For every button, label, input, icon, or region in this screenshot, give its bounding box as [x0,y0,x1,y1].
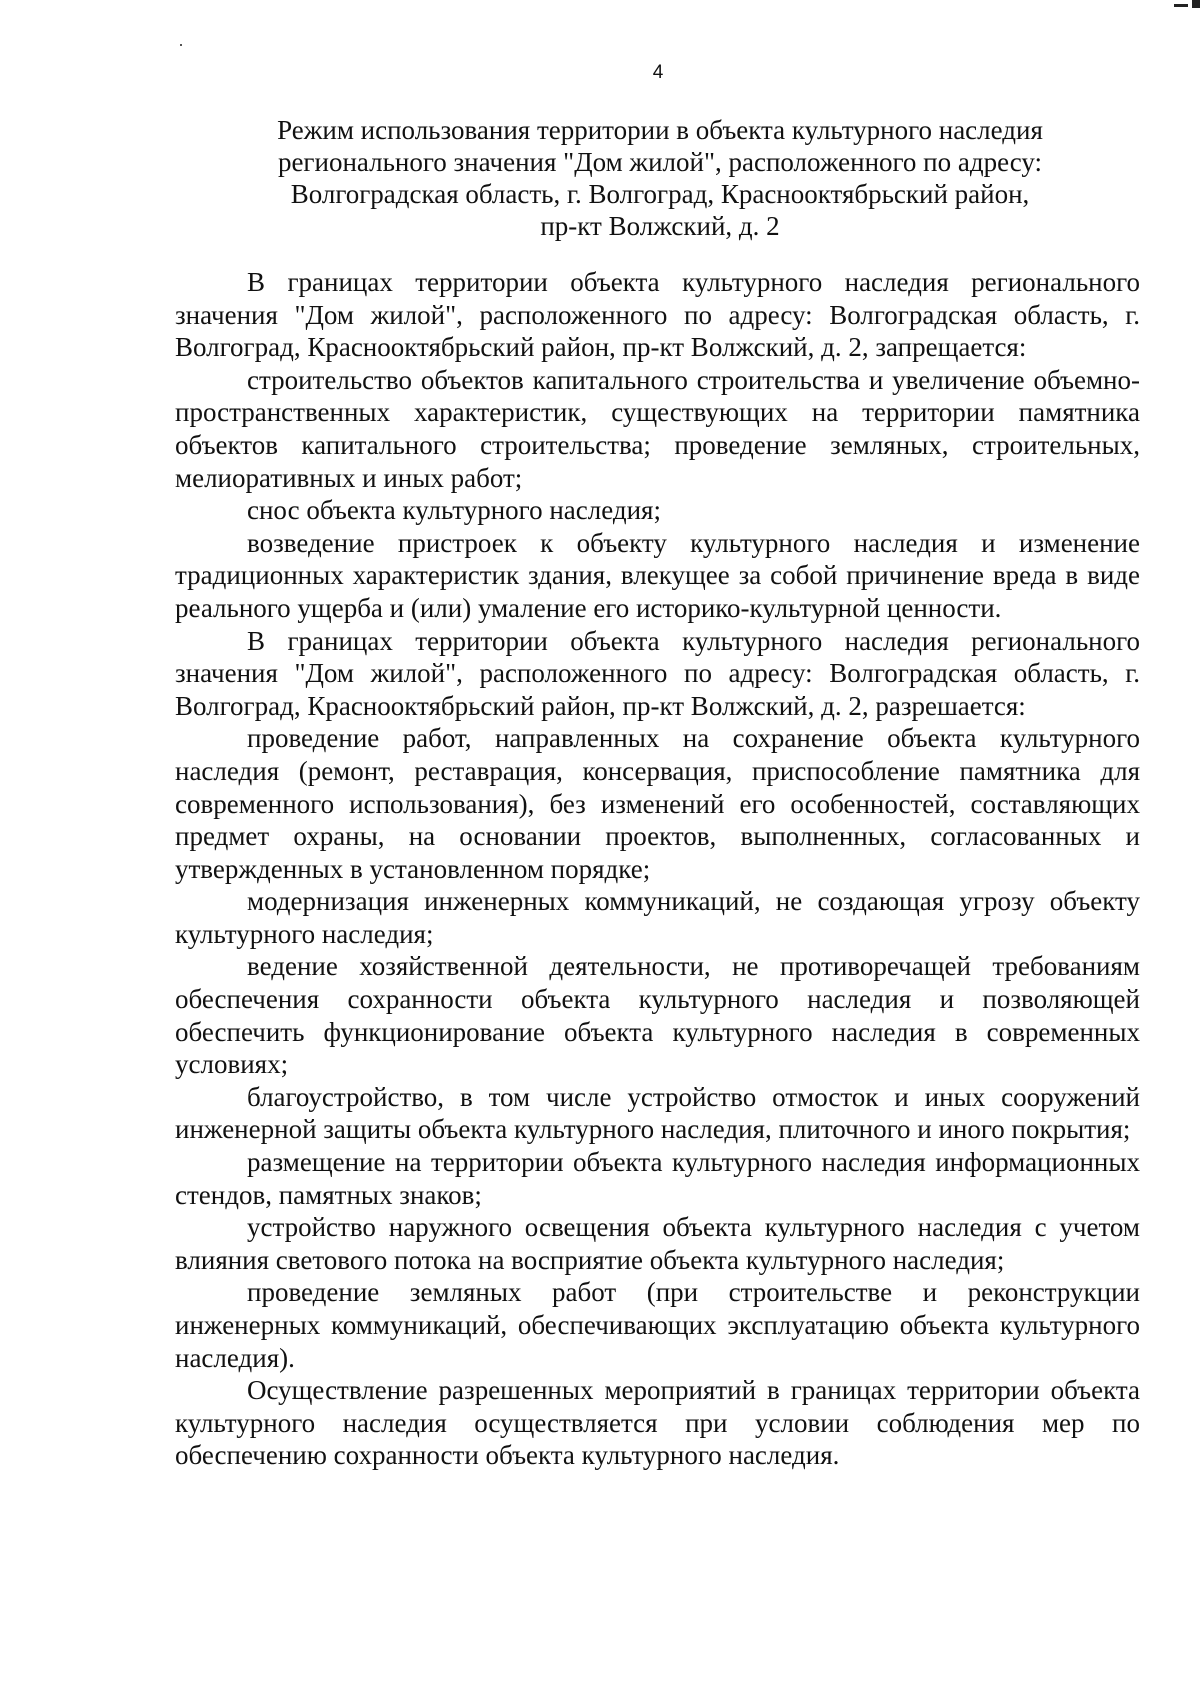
paragraph-prohibitions-intro: В границах территории объекта культурного наследия регионального значения "Дом жилой", расположенного по адресу: Волгоградская область, г. Волгоград, Краснооктябрьский район, пр-кт Волжский, д. 2, запрещается: [175,267,1140,363]
document-body [175,266,1140,1472]
paragraph-item: возведение пристроек к объекту культурного наследия и изменение традиционных характеристик здания, влекущее за собой причинение вреда в виде реального ущерба и (или) умаление его историко-культурной ценности. [175,527,1140,623]
paragraph-item: устройство наружного освещения объекта культурного наследия с учетом влияния светового потока на восприятие объекта культурного наследия; [175,1212,1140,1275]
scan-corner-mark [1170,0,1200,8]
paragraph-item: размещение на территории объекта культурного наследия информационных стендов, памятных знаков; [175,1147,1140,1210]
paragraph-item: строительство объектов капитального строительства и увеличение объемно-пространственных характеристик, существующих на территории памятника объектов капитального строительства; проведение земляных, строительных, мелиоративных и иных работ; [175,364,1140,493]
title-line: регионального значения "Дом жилой", расположенного по адресу: [277,147,1043,177]
paragraph-item: проведение работ, направленных на сохранение объекта культурного наследия (ремонт, реставрация, консервация, приспособление памятника для современного использования), без изменений его особенностей, составляющих предмет охраны, на основании проектов, выполненных, согласованных и утвержденных в установленном порядке; [175,723,1140,884]
title-line: Режим использования территории в объекта культурного наследия [277,115,1043,145]
paragraph-permissions-intro: В границах территории объекта культурного наследия регионального значения "Дом жилой", расположенного по адресу: Волгоградская область, г. Волгоград, Краснооктябрьский район, пр-кт Волжский, д. 2, разрешается: [175,625,1140,721]
paragraph-conclusion: Осуществление разрешенных мероприятий в границах территории объекта культурного наследия осуществляется при условии соблюдения мер по обеспечению сохранности объекта культурного наследия. [175,1375,1140,1471]
paragraph-item: снос объекта культурного наследия; [247,495,661,526]
title-line: Волгоградская область, г. Волгоград, Краснооктябрьский район, [290,179,1030,209]
paragraph-item: проведение земляных работ (при строительстве и реконструкции инженерных коммуникаций, обеспечивающих эксплуатацию объекта культурного наследия). [175,1277,1140,1373]
paragraph-item: ведение хозяйственной деятельности, не противоречащей требованиям обеспечения сохранности объекта культурного наследия и позволяющей обеспечить функционирование объекта культурного наследия в современных условиях; [175,951,1140,1080]
scan-speck [180,44,182,46]
paragraph-item: благоустройство, в том числе устройство отмосток и иных сооружений инженерной защиты объекта культурного наследия, плиточного и иного покрытия; [175,1081,1140,1145]
paragraph-item: модернизация инженерных коммуникаций, не создающая угрозу объекту культурного наследия; [175,886,1140,949]
title-line: пр-кт Волжский, д. 2 [540,211,780,241]
document-title [200,114,1120,242]
page-number: 4 [652,62,664,83]
